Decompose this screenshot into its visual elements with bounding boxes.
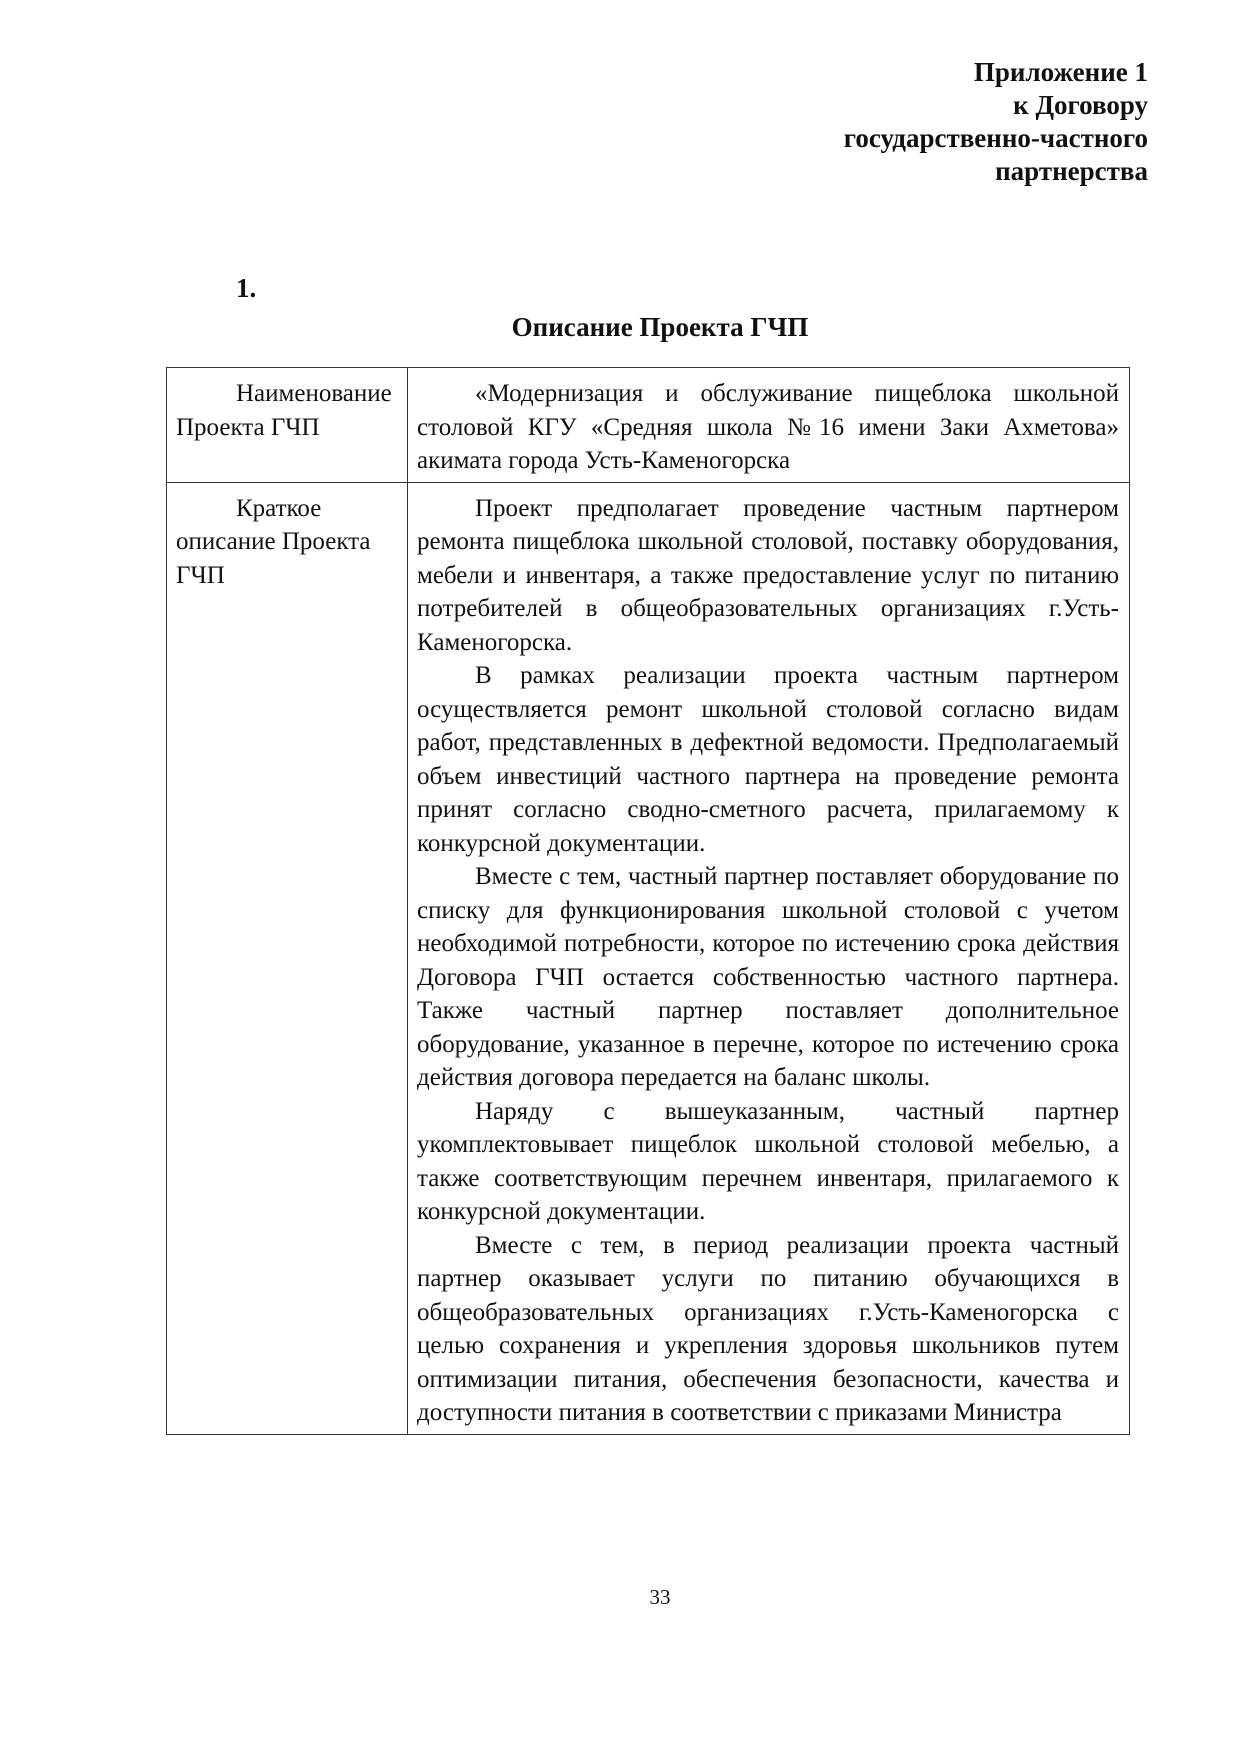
project-description-table [166,367,1130,1435]
content-paragraph: Вместе с тем, частный партнер поставляет оборудование по списку для функционирования школьной столовой с учетом необходимой потребности, которое по истечению срока действия Договора ГЧП остается собственностью частного партнера. Также частный партнер поставляет дополнительное оборудование, указанное в перечне, которое по истечению срока действия договора передается на баланс школы. [417,863,1119,1091]
page-number: 33 [649,1585,671,1609]
appendix-line: государственно-частного [843,123,1148,153]
table-row [167,368,1130,483]
content-paragraph: Проект предполагает проведение частным партнером ремонта пищеблока школьной столовой, поставку оборудования, мебели и инвентаря, а также предоставление услуг по питанию потребителей в общеобразовательных организациях г.Усть-Каменогорска. [417,494,1119,656]
row-content-cell [408,368,1130,483]
content-paragraph: Вместе с тем, в период реализации проекта частный партнер оказывает услуги по питанию обучающихся в общеобразовательных организациях г.Усть-Каменогорска с целью сохранения и укрепления здоровья школьников путем оптимизации питания, обеспечения безопасности, качества и доступности питания в соответствии с приказами Министра [417,1231,1119,1426]
appendix-header [648,56,1148,188]
section-title: Описание Проекта ГЧП [511,312,809,342]
appendix-line: к Договору [1013,90,1148,120]
row-label: Краткое описание Проекта ГЧП [176,494,371,589]
section-number: 1. [236,273,257,303]
appendix-line: Приложение 1 [973,57,1148,87]
row-label-cell [167,368,408,483]
row-content-cell [408,482,1130,1434]
appendix-line: партнерства [995,156,1148,186]
row-label-cell [167,482,408,1434]
content-paragraph: «Модернизация и обслуживание пищеблока школьной столовой КГУ «Средняя школа №16 имени Заки Ахметова» акимата города Усть-Каменогорска [417,380,1119,474]
table-row [167,482,1130,1434]
content-paragraph: В рамках реализации проекта частным партнером осуществляется ремонт школьной столовой согласно видам работ, представленных в дефектной ведомости. Предполагаемый объем инвестиций частного партнера на проведение ремонта принят согласно сводно-сметного расчета, прилагаемому к конкурсной документации. [417,662,1119,857]
row-label: Наименование Проекта ГЧП [176,380,392,441]
content-paragraph: Наряду с вышеуказанным, частный партнер укомплектовывает пищеблок школьной столовой мебелью, а также соответствующим перечнем инвентаря, прилагаемого к конкурсной документации. [417,1097,1119,1225]
